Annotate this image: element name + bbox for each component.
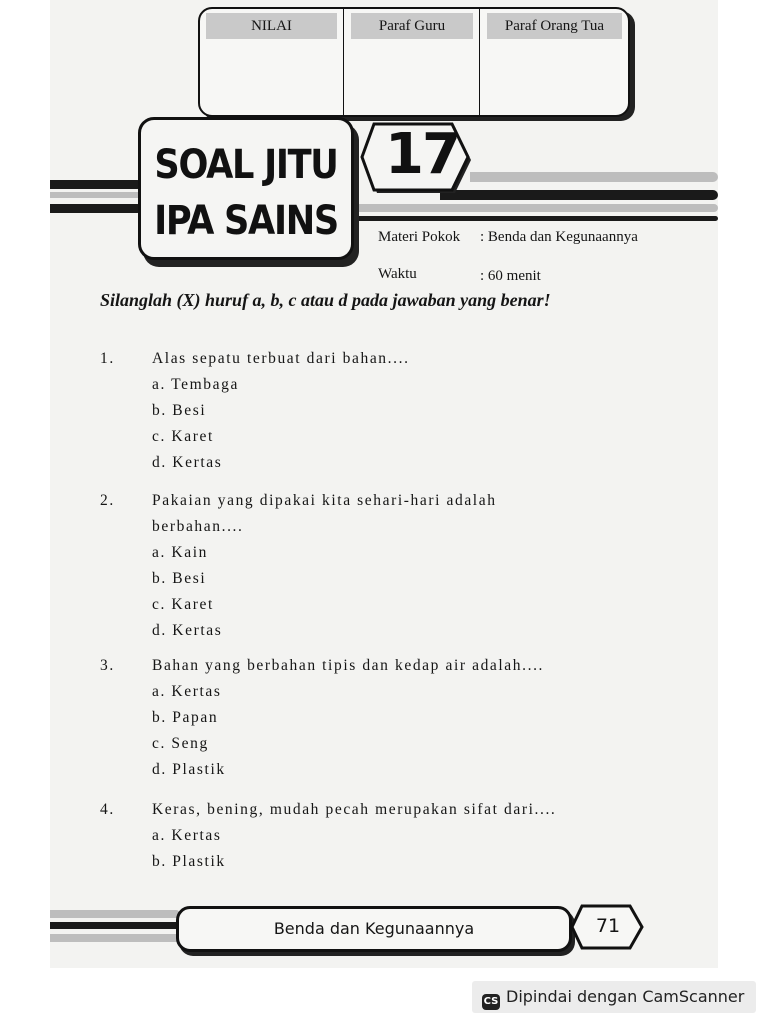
question-number: 2.	[100, 492, 115, 509]
question-4	[100, 797, 640, 875]
camscanner-logo-icon: CS	[482, 994, 500, 1010]
question-1	[100, 346, 570, 476]
option: b. Plastik	[152, 853, 226, 870]
option: c. Karet	[152, 596, 214, 613]
question-text: Keras, bening, mudah pecah merupakan sifat dari....	[152, 801, 557, 818]
materi-value: : Benda dan Kegunaannya	[480, 229, 638, 245]
deco-stripe	[352, 204, 718, 212]
deco-stripe	[440, 190, 718, 200]
deco-stripe	[50, 180, 142, 189]
materi-label: Materi Pokok	[378, 229, 461, 245]
grade-col-nilai	[200, 9, 344, 115]
title-line-2: IPA SAINS	[154, 198, 338, 244]
option: a. Kertas	[152, 683, 222, 700]
question-text: Bahan yang berbahan tipis dan kedap air adalah....	[152, 657, 545, 674]
instruction: Silanglah (X) huruf a, b, c atau d pada jawaban yang benar!	[100, 290, 551, 310]
question-3	[100, 653, 620, 783]
option: d. Plastik	[152, 761, 226, 778]
page-number: 71	[595, 915, 621, 937]
deco-stripe	[470, 172, 718, 182]
deco-stripe	[50, 922, 180, 929]
option: a. Kain	[152, 544, 208, 561]
grade-col-paraf-orang-tua	[481, 9, 628, 115]
exercise-number: 17	[385, 122, 459, 187]
question-number: 4.	[100, 801, 115, 818]
question-number: 1.	[100, 350, 115, 367]
question-number: 3.	[100, 657, 115, 674]
grade-col-paraf-guru	[345, 9, 480, 115]
option: d. Kertas	[152, 454, 223, 471]
grade-header-nilai: NILAI	[206, 13, 337, 39]
footer-chapter: Benda dan Kegunaannya	[176, 906, 572, 952]
deco-stripe	[352, 216, 718, 221]
watermark-text: Dipindai dengan CamScanner	[506, 987, 745, 1006]
title-line-1: SOAL JITU	[154, 142, 338, 188]
title-card	[138, 117, 354, 260]
option: b. Besi	[152, 402, 207, 419]
option: a. Tembaga	[152, 376, 239, 393]
question-text: Pakaian yang dipakai kita sehari-hari adalah berbahan....	[152, 492, 497, 535]
option: c. Seng	[152, 735, 209, 752]
option: b. Papan	[152, 709, 219, 726]
option: d. Kertas	[152, 622, 223, 639]
waktu-value: : 60 menit	[480, 268, 541, 284]
grade-header-paraf-guru: Paraf Guru	[351, 13, 473, 39]
deco-stripe	[50, 204, 142, 213]
camscanner-watermark	[472, 981, 756, 1013]
grade-header-paraf-orang-tua: Paraf Orang Tua	[487, 13, 622, 39]
question-text: Alas sepatu terbuat dari bahan....	[152, 350, 410, 367]
deco-stripe	[50, 934, 180, 942]
deco-stripe	[50, 192, 142, 198]
option: b. Besi	[152, 570, 207, 587]
option: a. Kertas	[152, 827, 222, 844]
number-tag	[360, 118, 472, 196]
option: c. Karet	[152, 428, 214, 445]
grade-table	[198, 7, 630, 117]
waktu-label: Waktu	[378, 266, 417, 282]
deco-stripe	[50, 910, 180, 918]
question-2	[100, 488, 550, 644]
